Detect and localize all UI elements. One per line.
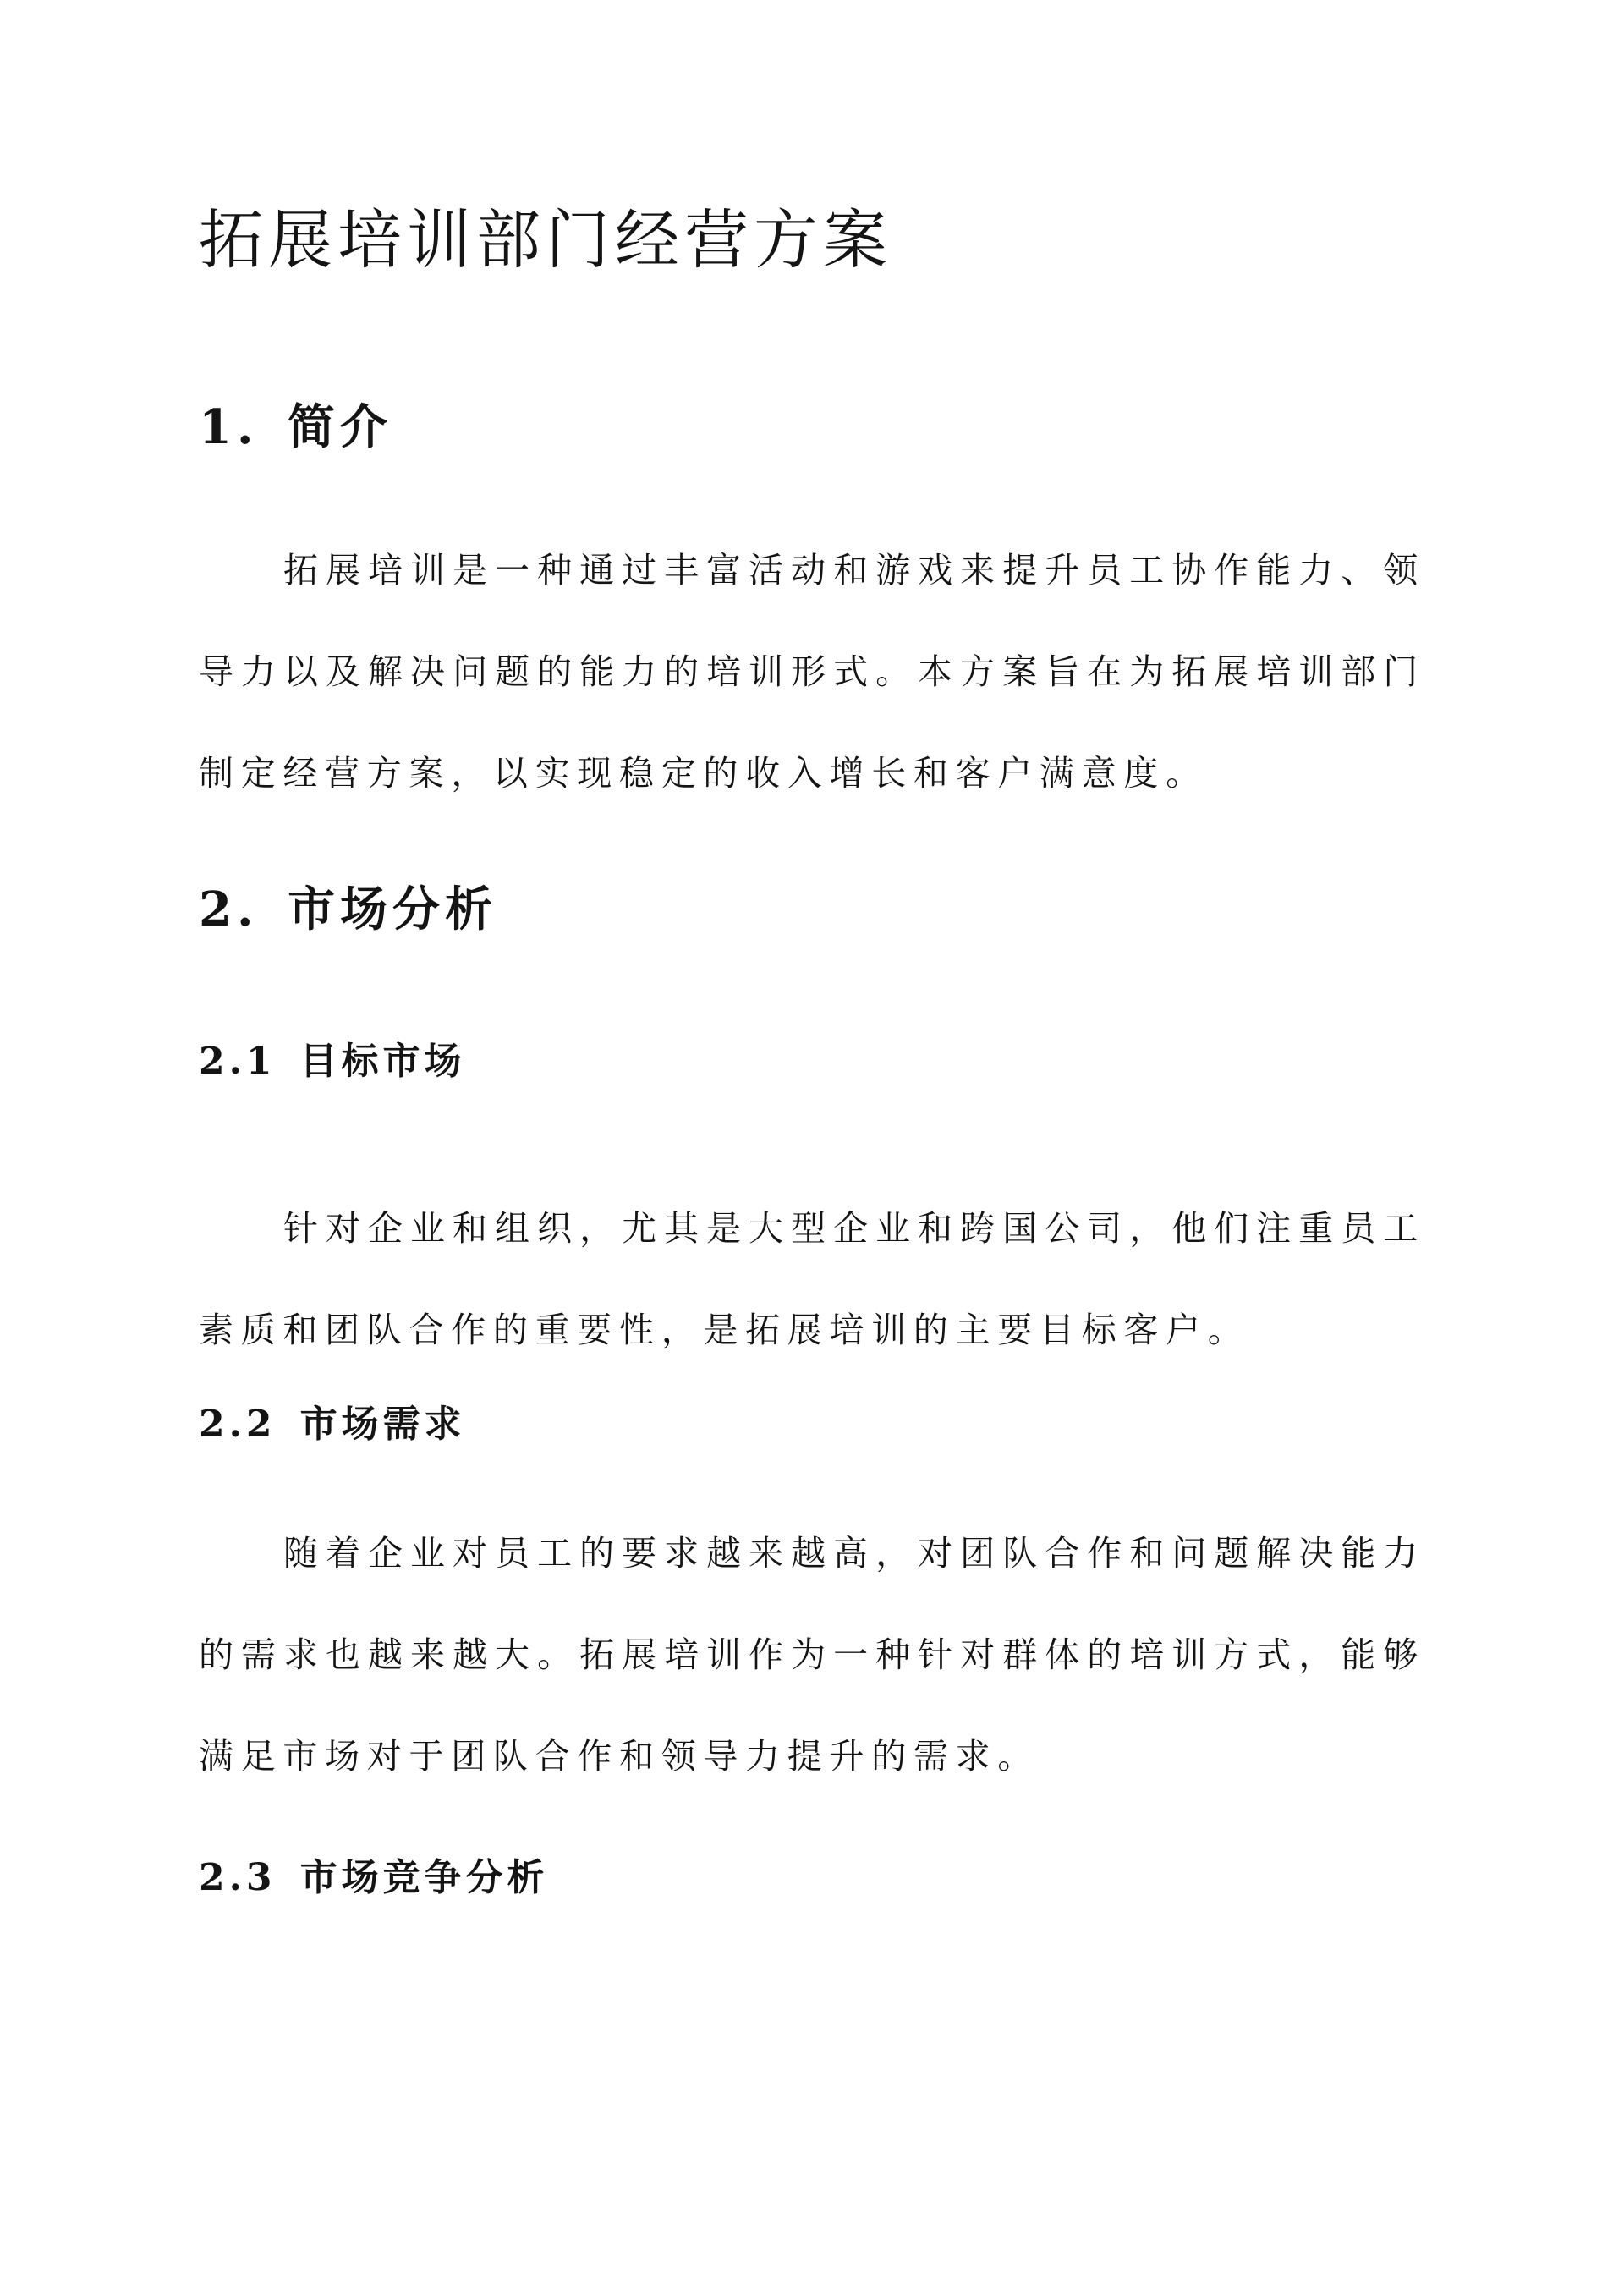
- subsection-number: 2.3: [199, 1856, 277, 1899]
- subsection-title: 市场竞争分析: [299, 1856, 549, 1899]
- section-heading-market-analysis: [199, 880, 1425, 939]
- subsection-number: 2.2: [199, 1403, 277, 1446]
- document-title: 拓展培训部门经营方案: [199, 202, 892, 277]
- subsection-title: 目标市场: [299, 1040, 466, 1083]
- market-demand-paragraph: 随着企业对员工的要求越来越高，对团队合作和问题解决能力的需求也越来越大。拓展培训作为一种针对群体的培训方式，能够满足市场对于团队合作和领导力提升的需求。: [199, 1533, 1425, 1777]
- subsection-number: 2.1: [199, 1040, 277, 1083]
- section-number: 2.: [199, 882, 259, 937]
- section-title: 简介: [288, 399, 392, 455]
- subsection-heading-market-demand: [199, 1401, 1425, 1448]
- subsection-heading-target-market: [199, 1038, 1425, 1085]
- subsection-title: 市场需求: [299, 1403, 466, 1446]
- intro-paragraph: 拓展培训是一种通过丰富活动和游戏来提升员工协作能力、领导力以及解决问题的能力的培训形式。本方案旨在为拓展培训部门制定经营方案，以实现稳定的收入增长和客户满意度。: [199, 550, 1425, 794]
- section-heading-intro: [199, 398, 1425, 457]
- section-title: 市场分析: [288, 882, 497, 937]
- target-market-paragraph: 针对企业和组织，尤其是大型企业和跨国公司，他们注重员工素质和团队合作的重要性，是拓展培训的主要目标客户。: [199, 1208, 1425, 1350]
- section-number: 1.: [199, 399, 259, 455]
- subsection-heading-competition-analysis: [199, 1854, 1425, 1902]
